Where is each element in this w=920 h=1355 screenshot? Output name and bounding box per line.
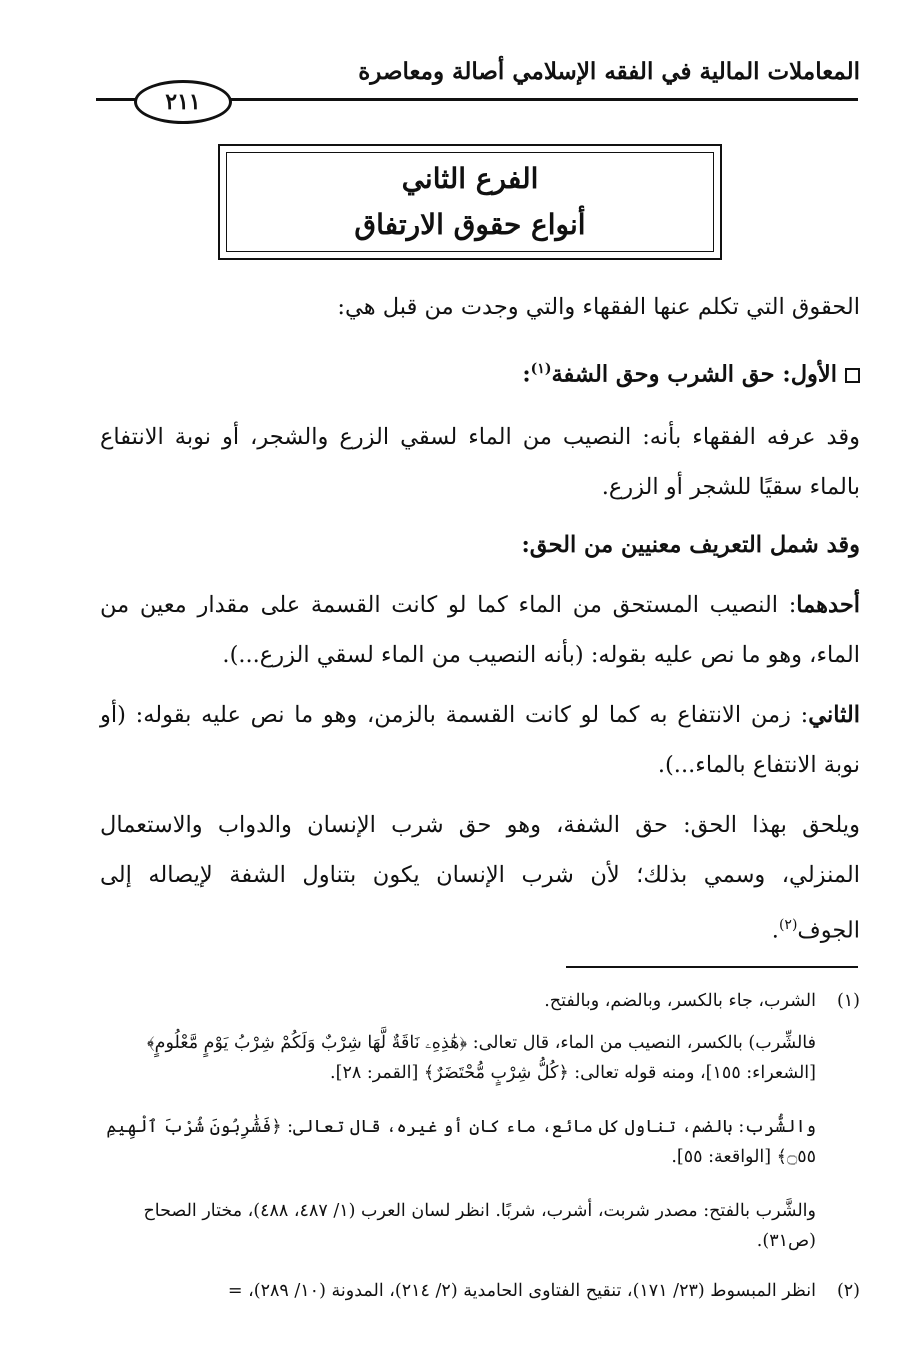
footnote-separator — [566, 966, 858, 968]
intro-paragraph: الحقوق التي تكلم عنها الفقهاء والتي وجدت من قبل هي: — [337, 294, 860, 320]
footnote-1-kasra: فالشِّرب) بالكسر، النصيب من الماء، قال تعالى: ﴿هَٰذِهِۦ نَاقَةٌ لَّهَا شِرْبٌ وَلَكُمْ شِرْبُ يَوْمٍ مَّعْلُومٍ﴾ [الشعراء: ١٥٥]، ومنه قوله تعالى: ﴿كُلُّ شِرْبٍ مُّحْتَضَرٌ﴾ [القمر: ٢٨]. — [146, 1033, 816, 1083]
footnote-ref-1: (١) — [530, 361, 552, 377]
first-meaning-paragraph — [100, 580, 860, 680]
first-right-heading-text: الأول: حق الشرب وحق الشفة — [551, 361, 837, 388]
section-title-inner-frame — [226, 152, 714, 252]
second-meaning-paragraph — [100, 690, 860, 790]
second-meaning-text: : زمن الانتفاع به كما لو كانت القسمة بالزمن، وهو ما نص عليه بقوله: (أو نوبة الانتفاع بالماء...). — [100, 702, 860, 778]
footnote-2-text: انظر المبسوط (٢٣/ ١٧١)، تنقيح الفتاوى الحامدية (٢/ ٢١٤)، المدونة (١٠/ ٢٨٩)، = — [227, 1281, 816, 1301]
two-meanings-heading: وقد شمل التعريف معنيين من الحق: — [521, 532, 860, 558]
first-meaning-label: أحدهما — [796, 592, 860, 618]
first-right-heading — [100, 344, 860, 400]
page-number: ٢١١ — [134, 80, 232, 124]
section-title-box — [218, 144, 722, 260]
section-topic-title: أنواع حقوق الارتفاق — [354, 208, 586, 241]
footnote-1-damma: والشُّرب: بالضم، تناول كل مائع، ماء كان أو غيره، قال تعالى: ﴿فَشَٰرِبُونَ شُرْبَ ٱلْهِيمِ ۝٥٥﴾ [الواقعة: ٥٥]. — [106, 1117, 816, 1167]
footnote-2-number: (٢) — [836, 1281, 860, 1301]
attached-right-text: ويلحق بهذا الحق: حق الشفة، وهو حق شرب الإنسان والدواب والاستعمال المنزلي، وسمي بذلك؛ لأن شرب الإنسان يكون بتناول الشفة لإيصاله إلى الجوف — [100, 812, 860, 944]
checkbox-icon — [845, 368, 860, 383]
attached-right-end: . — [771, 917, 779, 944]
footnote-ref-2: (٢) — [778, 917, 798, 933]
definition-paragraph: وقد عرفه الفقهاء بأنه: النصيب من الماء لسقي الزرع والشجر، أو نوبة الانتفاع بالماء سقيًا للشجر أو الزرع. — [100, 424, 860, 500]
attached-right-paragraph — [100, 800, 860, 956]
first-meaning-text: : النصيب المستحق من الماء كما لو كانت القسمة على مقدار معين من الماء، وهو ما نص عليه بقوله: (بأنه النصيب من الماء لسقي الزرع...). — [100, 592, 860, 668]
second-meaning-label: الثاني — [808, 702, 860, 728]
heading-colon: : — [522, 361, 531, 388]
section-branch-title: الفرع الثاني — [401, 162, 539, 195]
footnote-1-fatha: والشَّرب بالفتح: مصدر شربت، أشرب، شربًا. انظر لسان العرب (١/ ٤٨٧، ٤٨٨)، مختار الصحاح (ص٣١). — [143, 1201, 816, 1251]
footnote-1 — [98, 986, 860, 1016]
running-header: المعاملات المالية في الفقه الإسلامي أصالة ومعاصرة — [358, 58, 860, 85]
footnote-1-text: الشرب، جاء بالكسر، وبالضم، وبالفتح. — [544, 991, 816, 1011]
footnote-2 — [98, 1276, 860, 1306]
footnote-1-number: (١) — [836, 991, 860, 1011]
